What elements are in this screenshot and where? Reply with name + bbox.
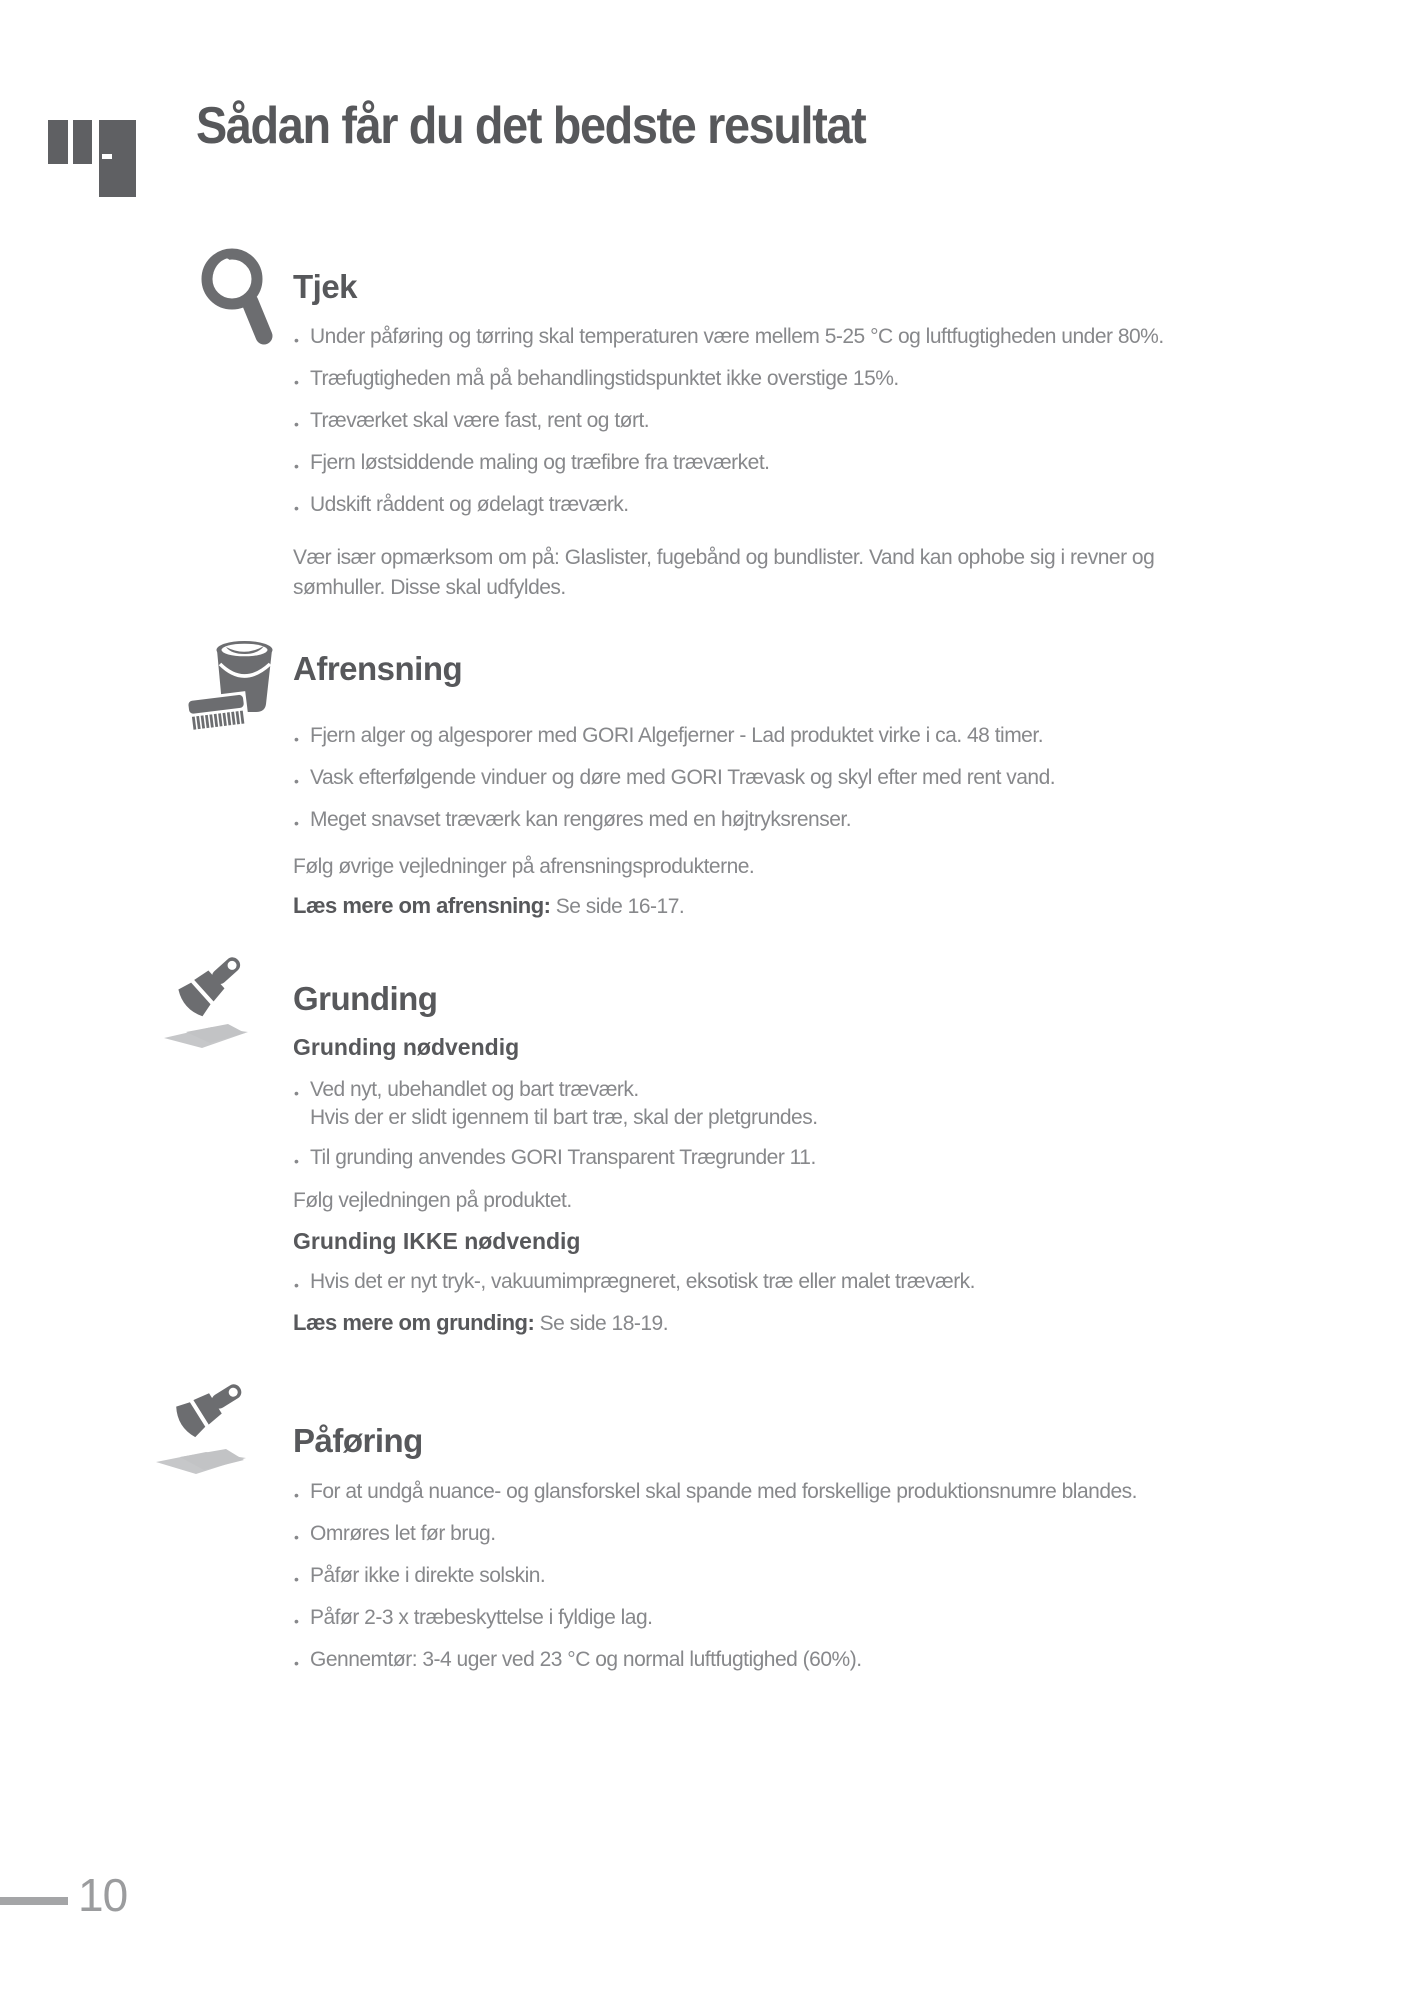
bullet-item: • Fjern alger og algesporer med GORI Algefjerner - Lad produktet virke i ca. 48 timer. [293,724,1333,748]
bucket-scrub-brush-icon [183,634,289,734]
bullet-item: • Meget snavset træværk kan rengøres med en højtryksrenser. [293,808,1333,832]
footer-rule [0,1897,68,1905]
grunding-sub-ikke-noedvendig: Grunding IKKE nødvendig [293,1228,581,1254]
read-more-label: Læs mere om grunding: [293,1310,535,1335]
paintbrush-icon [150,952,276,1052]
bullet-continuation: Hvis der er slidt igennem til bart træ, skal der pletgrundes. [310,1106,818,1129]
read-more-text: Se side 18-19. [534,1312,669,1335]
grunding-bullet-list-2 [293,1270,1333,1312]
page-number: 10 [78,1869,128,1921]
pafoering-bullet-list [293,1480,1333,1690]
magnifier-icon [198,246,278,354]
grunding-read-more [293,1310,668,1336]
bullet-item: • Påfør 2-3 x træbeskyttelse i fyldige lag. [293,1606,1333,1630]
tjek-note: Vær især opmærksom om på: Glaslister, fugebånd og bundlister. Vand kan ophobe sig i revner og sømhuller. Disse skal udfyldes. [293,546,1155,599]
read-more-label: Læs mere om afrensning: [293,893,551,918]
afrensning-bullet-list [293,724,1333,850]
door-window-icon [48,120,140,198]
afrensning-note: Følg øvrige vejledninger på afrensningsprodukterne. [293,855,755,878]
bullet-item: • Fjern løstsiddende maling og træfibre fra træværket. [293,451,1333,475]
grunding-bullet-list-1 [293,1076,1333,1188]
bullet-item [293,1076,1333,1132]
section-heading-tjek: Tjek [293,268,358,305]
bullet-item: • Gennemtør: 3-4 uger ved 23 °C og normal luftfugtighed (60%). [293,1648,1333,1672]
door-handle [102,154,112,159]
bullet-item: • Hvis det er nyt tryk-, vakuumimprægneret, eksotisk træ eller malet træværk. [293,1270,1333,1294]
section-heading-grunding: Grunding [293,980,438,1017]
bullet-text: Ved nyt, ubehandlet og bart træværk. [310,1078,639,1101]
window-pane [73,120,92,164]
bullet-item: • Vask efterfølgende vinduer og døre med GORI Trævask og skyl efter med rent vand. [293,766,1333,790]
afrensning-read-more [293,893,684,919]
grunding-sub-noedvendig: Grunding nødvendig [293,1034,520,1060]
page-title: Sådan får du det bedste resultat [196,97,866,155]
bullet-item: • Udskift råddent og ødelagt træværk. [293,493,1333,517]
section-heading-afrensning: Afrensning [293,650,463,687]
window-pane [48,120,68,164]
bullet-item: • Påfør ikke i direkte solskin. [293,1564,1333,1588]
bullet-item: • Til grunding anvendes GORI Transparent Trægrunder 11. [293,1146,1333,1170]
paintbrush-icon [146,1378,276,1478]
bullet-item: • Træværket skal være fast, rent og tørt. [293,409,1333,433]
tjek-bullet-list [293,325,1333,535]
section-heading-pafoering: Påføring [293,1422,423,1459]
grunding-note: Følg vejledningen på produktet. [293,1189,572,1212]
bullet-item: • For at undgå nuance- og glansforskel skal spande med forskellige produktionsnumre blandes. [293,1480,1333,1504]
bullet-item: • Træfugtigheden må på behandlingstidspunktet ikke overstige 15%. [293,367,1333,391]
read-more-text: Se side 16-17. [550,895,685,918]
scrub-brush [184,691,250,733]
bullet-item: • Under påføring og tørring skal temperaturen være mellem 5-25 °C og luftfugtigheden under 80%. [293,325,1333,349]
bullet-item: • Omrøres let før brug. [293,1522,1333,1546]
